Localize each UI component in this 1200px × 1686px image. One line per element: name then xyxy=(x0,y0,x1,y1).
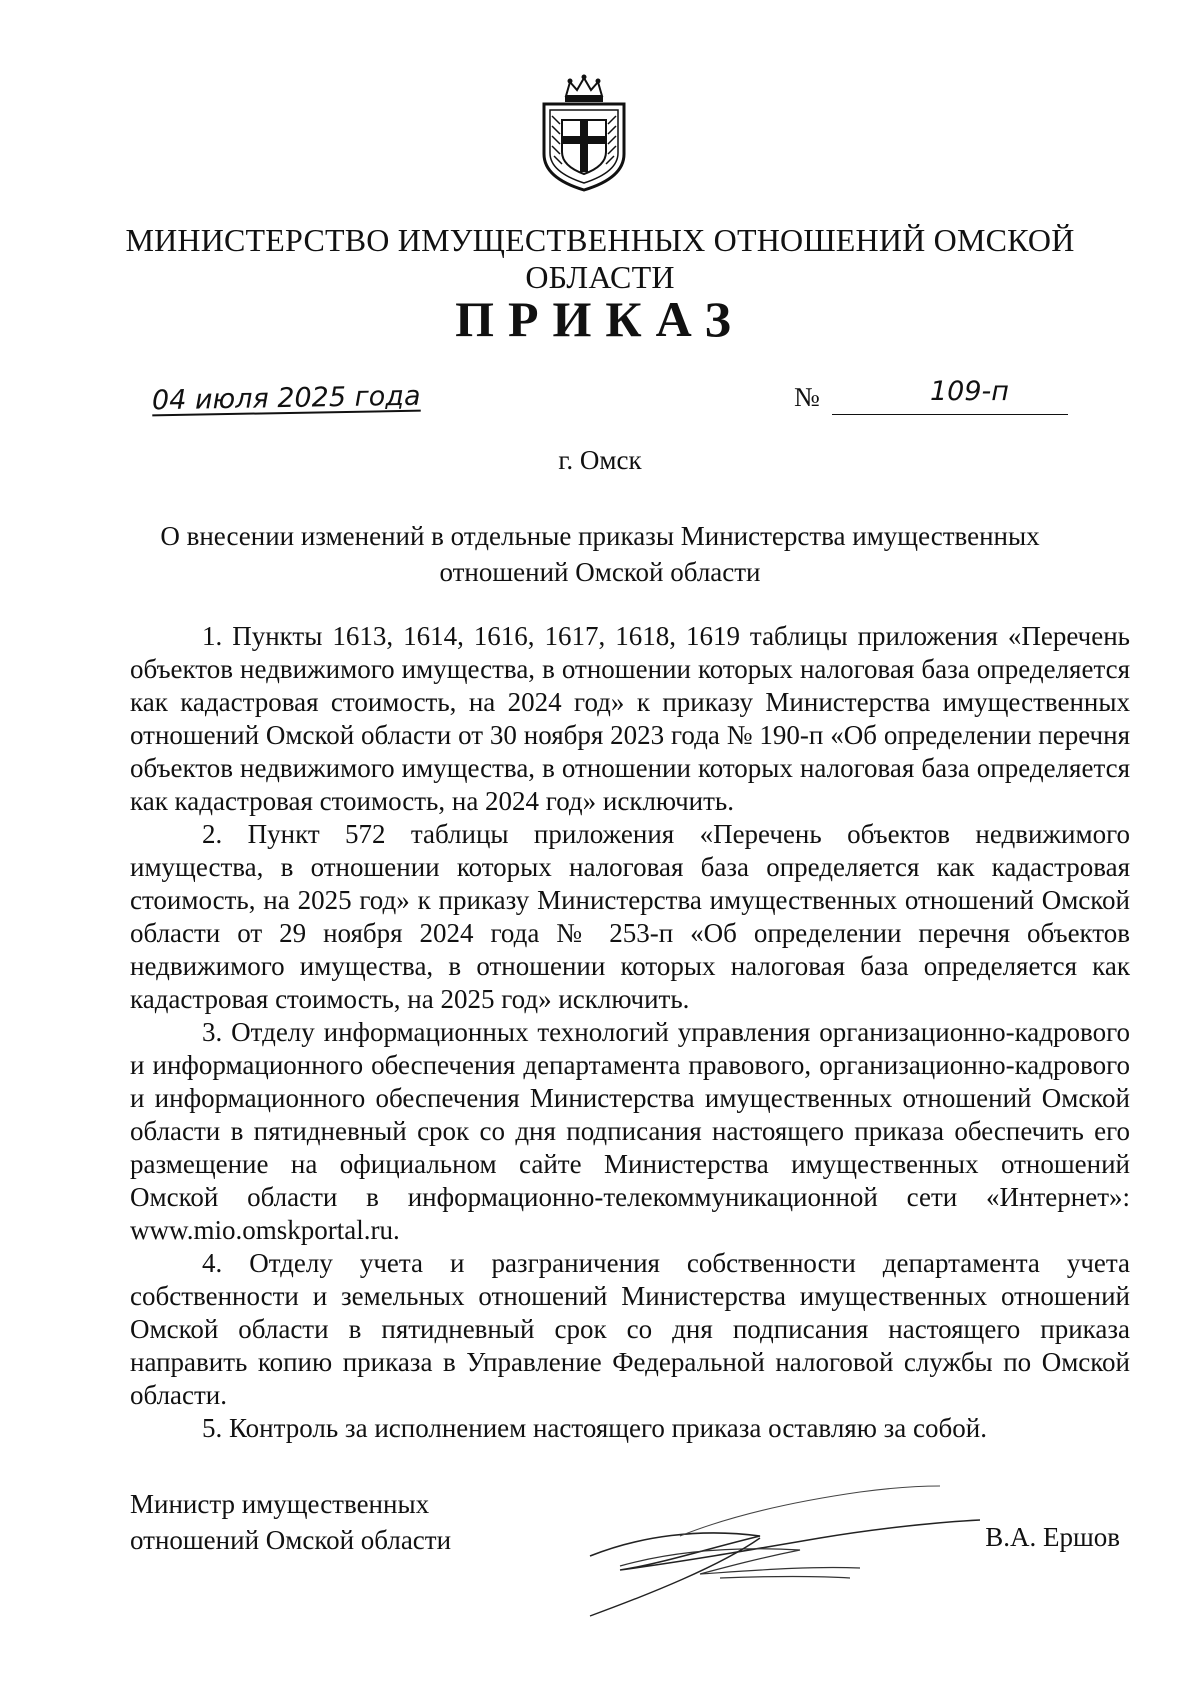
ministry-name: МИНИСТЕРСТВО ИМУЩЕСТВЕННЫХ ОТНОШЕНИЙ ОМСКОЙ ОБЛАСТИ xyxy=(125,222,1075,295)
document-type-title: ПРИКАЗ xyxy=(455,291,745,347)
handwritten-signature-icon xyxy=(560,1466,990,1626)
paragraph-5: 5. Контроль за исполнением настоящего приказа оставляю за собой. xyxy=(202,1413,987,1443)
signatory-title-line-2: отношений Омской области xyxy=(130,1525,452,1555)
signatory-title xyxy=(130,1486,451,1558)
document-body xyxy=(130,620,1130,1445)
handwritten-date: 04 июля 2025 года xyxy=(151,380,421,417)
city-name: г. Омск xyxy=(558,445,642,475)
document-subject xyxy=(150,518,1050,590)
paragraph-1: 1. Пункты 1613, 1614, 1616, 1617, 1618, 1619 таблицы приложения «Перечень объектов недвижимого имущества, в отношении которых налоговая база определяется как кадастровая стоимость, на 2024 год» к приказу Министерства имущественных отношений Омской области от 30 ноября 2023 года № 190-п «Об определении перечня объектов недвижимого имущества, в отношении которых налоговая база определяется как кадастровая стоимость, на 2024 год» исключить. xyxy=(130,621,1130,816)
paragraph-4: 4. Отделу учета и разграничения собственности департамента учета собственности и земельных отношений Министерства имущественных отношений Омской области в пятидневный срок со дня подписания настоящего приказа направить копию приказа в Управление Федеральной налоговой службы по Омской области. xyxy=(130,1248,1130,1410)
subject-line-1: О внесении изменений в отдельные приказы Министерства имущественных xyxy=(160,521,1040,551)
signatory-name: В.А. Ершов xyxy=(985,1522,1120,1552)
handwritten-number: 109-п xyxy=(930,376,1009,407)
number-underline xyxy=(832,414,1068,415)
paragraph-3: 3. Отделу информационных технологий управления организационно-кадрового и информационного обеспечения департамента правового, организационно-кадрового и информационного обеспечения Министерства имущественных отношений Омской области в пятидневный срок со дня подписания настоящего приказа обеспечить его размещение на официальном сайте Министерства имущественных отношений Омской области в информационно-телекоммуникационной сети «Интернет»: www.mio.omskportal.ru. xyxy=(130,1017,1130,1245)
coat-of-arms-icon xyxy=(536,74,632,192)
subject-line-2: отношений Омской области xyxy=(439,557,761,587)
signatory-title-line-1: Министр имущественных xyxy=(130,1489,430,1519)
paragraph-2: 2. Пункт 572 таблицы приложения «Перечень объектов недвижимого имущества, в отношении которых налоговая база определяется как кадастровая стоимость, на 2025 год» к приказу Министерства имущественных отношений Омской области от 29 ноября 2024 года № 253-п «Об определении перечня объектов недвижимого имущества, в отношении которых налоговая база определяется как кадастровая стоимость, на 2025 год» исключить. xyxy=(130,819,1130,1014)
signature-block xyxy=(130,1486,1130,1626)
document-number xyxy=(794,376,1074,420)
number-sign: № xyxy=(794,382,820,412)
